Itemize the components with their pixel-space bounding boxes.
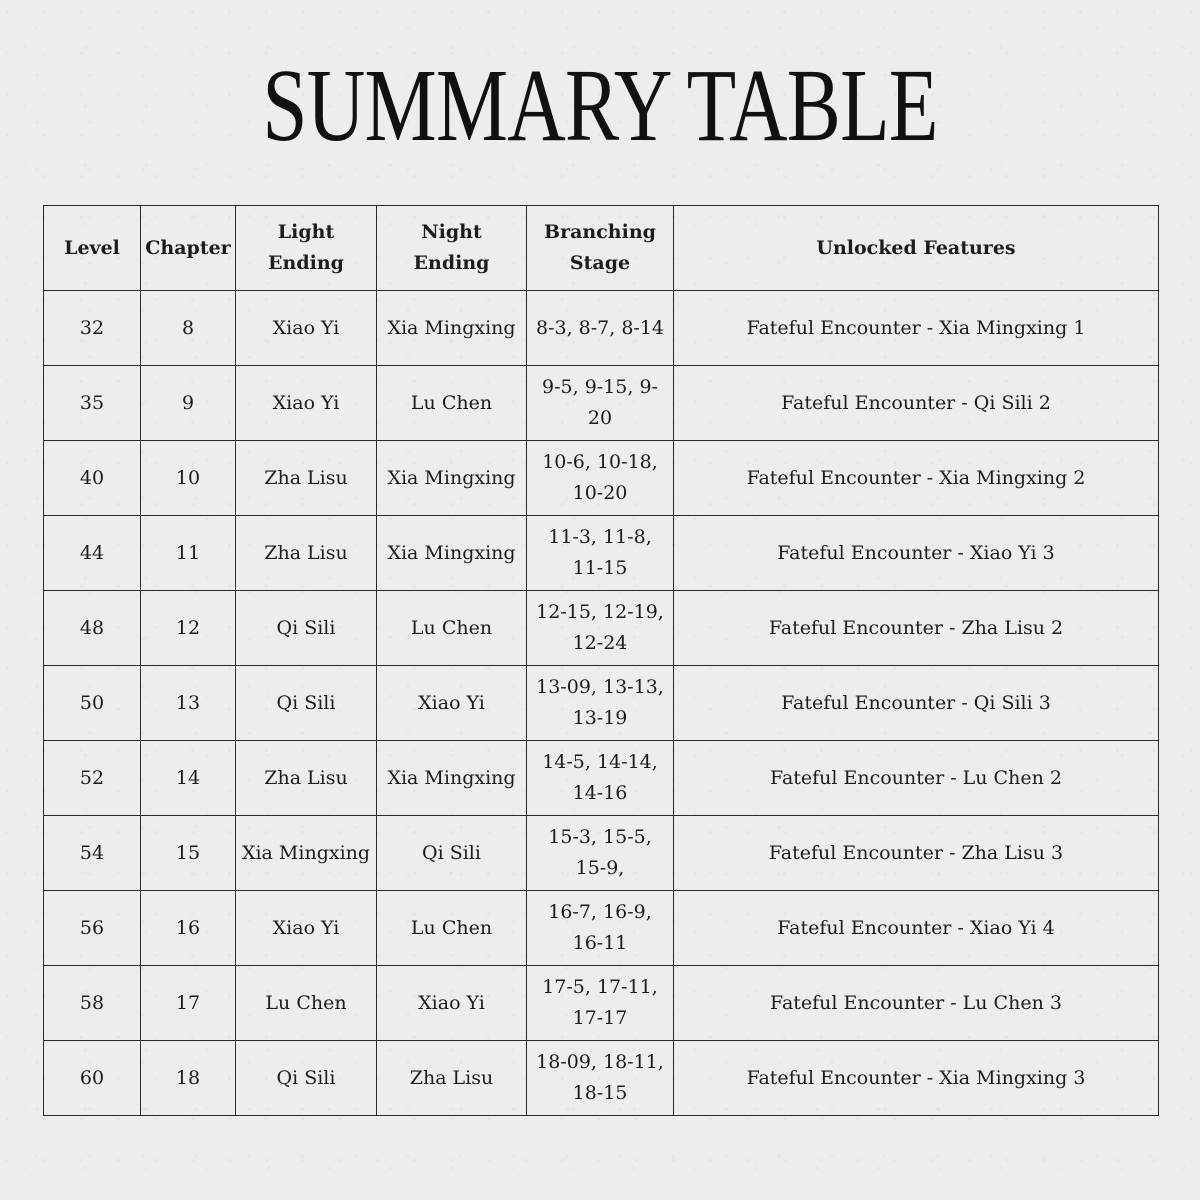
cell-night-ending: Xia Mingxing [377, 441, 527, 516]
cell-branching-stage: 11-3, 11-8, 11-15 [527, 516, 674, 591]
cell-branching-stage: 10-6, 10-18, 10-20 [527, 441, 674, 516]
cell-branching-stage: 9-5, 9-15, 9-20 [527, 366, 674, 441]
cell-level: 32 [44, 291, 141, 366]
header-row [44, 206, 1159, 291]
cell-chapter: 18 [141, 1041, 236, 1116]
cell-branching-stage: 12-15, 12-19, 12-24 [527, 591, 674, 666]
cell-chapter: 10 [141, 441, 236, 516]
cell-unlocked-features: Fateful Encounter - Xiao Yi 4 [674, 891, 1159, 966]
cell-light-ending: Xiao Yi [236, 291, 377, 366]
cell-level: 40 [44, 441, 141, 516]
cell-level: 35 [44, 366, 141, 441]
cell-level: 50 [44, 666, 141, 741]
cell-level: 52 [44, 741, 141, 816]
cell-unlocked-features: Fateful Encounter - Qi Sili 2 [674, 366, 1159, 441]
cell-branching-stage: 14-5, 14-14, 14-16 [527, 741, 674, 816]
cell-chapter: 14 [141, 741, 236, 816]
cell-night-ending: Lu Chen [377, 891, 527, 966]
table-row [44, 741, 1159, 816]
cell-night-ending: Xia Mingxing [377, 741, 527, 816]
cell-night-ending: Qi Sili [377, 816, 527, 891]
table-row [44, 666, 1159, 741]
cell-level: 54 [44, 816, 141, 891]
cell-chapter: 9 [141, 366, 236, 441]
header-chapter: Chapter [141, 206, 236, 291]
table-row [44, 591, 1159, 666]
cell-chapter: 15 [141, 816, 236, 891]
cell-chapter: 11 [141, 516, 236, 591]
cell-branching-stage: 17-5, 17-11, 17-17 [527, 966, 674, 1041]
header-light-ending: Light Ending [236, 206, 377, 291]
cell-level: 44 [44, 516, 141, 591]
cell-light-ending: Zha Lisu [236, 441, 377, 516]
cell-light-ending: Lu Chen [236, 966, 377, 1041]
cell-unlocked-features: Fateful Encounter - Xia Mingxing 3 [674, 1041, 1159, 1116]
cell-night-ending: Xia Mingxing [377, 516, 527, 591]
cell-branching-stage: 18-09, 18-11, 18-15 [527, 1041, 674, 1116]
table-row [44, 291, 1159, 366]
cell-level: 56 [44, 891, 141, 966]
table-body [44, 291, 1159, 1116]
cell-light-ending: Qi Sili [236, 666, 377, 741]
cell-light-ending: Zha Lisu [236, 516, 377, 591]
cell-branching-stage: 16-7, 16-9, 16-11 [527, 891, 674, 966]
cell-unlocked-features: Fateful Encounter - Lu Chen 3 [674, 966, 1159, 1041]
table-row [44, 966, 1159, 1041]
table-row [44, 891, 1159, 966]
header-level: Level [44, 206, 141, 291]
cell-unlocked-features: Fateful Encounter - Zha Lisu 2 [674, 591, 1159, 666]
cell-level: 48 [44, 591, 141, 666]
cell-chapter: 17 [141, 966, 236, 1041]
page-title: SUMMARY TABLE [262, 48, 938, 163]
cell-night-ending: Lu Chen [377, 591, 527, 666]
cell-night-ending: Xiao Yi [377, 966, 527, 1041]
cell-night-ending: Xiao Yi [377, 666, 527, 741]
cell-level: 60 [44, 1041, 141, 1116]
cell-chapter: 8 [141, 291, 236, 366]
cell-light-ending: Xiao Yi [236, 891, 377, 966]
cell-light-ending: Xia Mingxing [236, 816, 377, 891]
table-row [44, 1041, 1159, 1116]
table-row [44, 816, 1159, 891]
summary-table [43, 205, 1159, 1116]
cell-unlocked-features: Fateful Encounter - Xia Mingxing 2 [674, 441, 1159, 516]
cell-branching-stage: 8-3, 8-7, 8-14 [527, 291, 674, 366]
table-row [44, 366, 1159, 441]
cell-unlocked-features: Fateful Encounter - Zha Lisu 3 [674, 816, 1159, 891]
cell-chapter: 16 [141, 891, 236, 966]
cell-night-ending: Lu Chen [377, 366, 527, 441]
table-row [44, 516, 1159, 591]
cell-unlocked-features: Fateful Encounter - Xiao Yi 3 [674, 516, 1159, 591]
cell-unlocked-features: Fateful Encounter - Qi Sili 3 [674, 666, 1159, 741]
cell-chapter: 13 [141, 666, 236, 741]
header-night-ending: Night Ending [377, 206, 527, 291]
cell-level: 58 [44, 966, 141, 1041]
cell-light-ending: Qi Sili [236, 1041, 377, 1116]
table-header [44, 206, 1159, 291]
cell-branching-stage: 15-3, 15-5, 15-9, [527, 816, 674, 891]
cell-night-ending: Xia Mingxing [377, 291, 527, 366]
header-branching-stage: Branching Stage [527, 206, 674, 291]
table-row [44, 441, 1159, 516]
cell-unlocked-features: Fateful Encounter - Lu Chen 2 [674, 741, 1159, 816]
cell-chapter: 12 [141, 591, 236, 666]
cell-light-ending: Qi Sili [236, 591, 377, 666]
cell-light-ending: Zha Lisu [236, 741, 377, 816]
cell-light-ending: Xiao Yi [236, 366, 377, 441]
cell-unlocked-features: Fateful Encounter - Xia Mingxing 1 [674, 291, 1159, 366]
cell-night-ending: Zha Lisu [377, 1041, 527, 1116]
cell-branching-stage: 13-09, 13-13, 13-19 [527, 666, 674, 741]
header-unlocked-features: Unlocked Features [674, 206, 1159, 291]
